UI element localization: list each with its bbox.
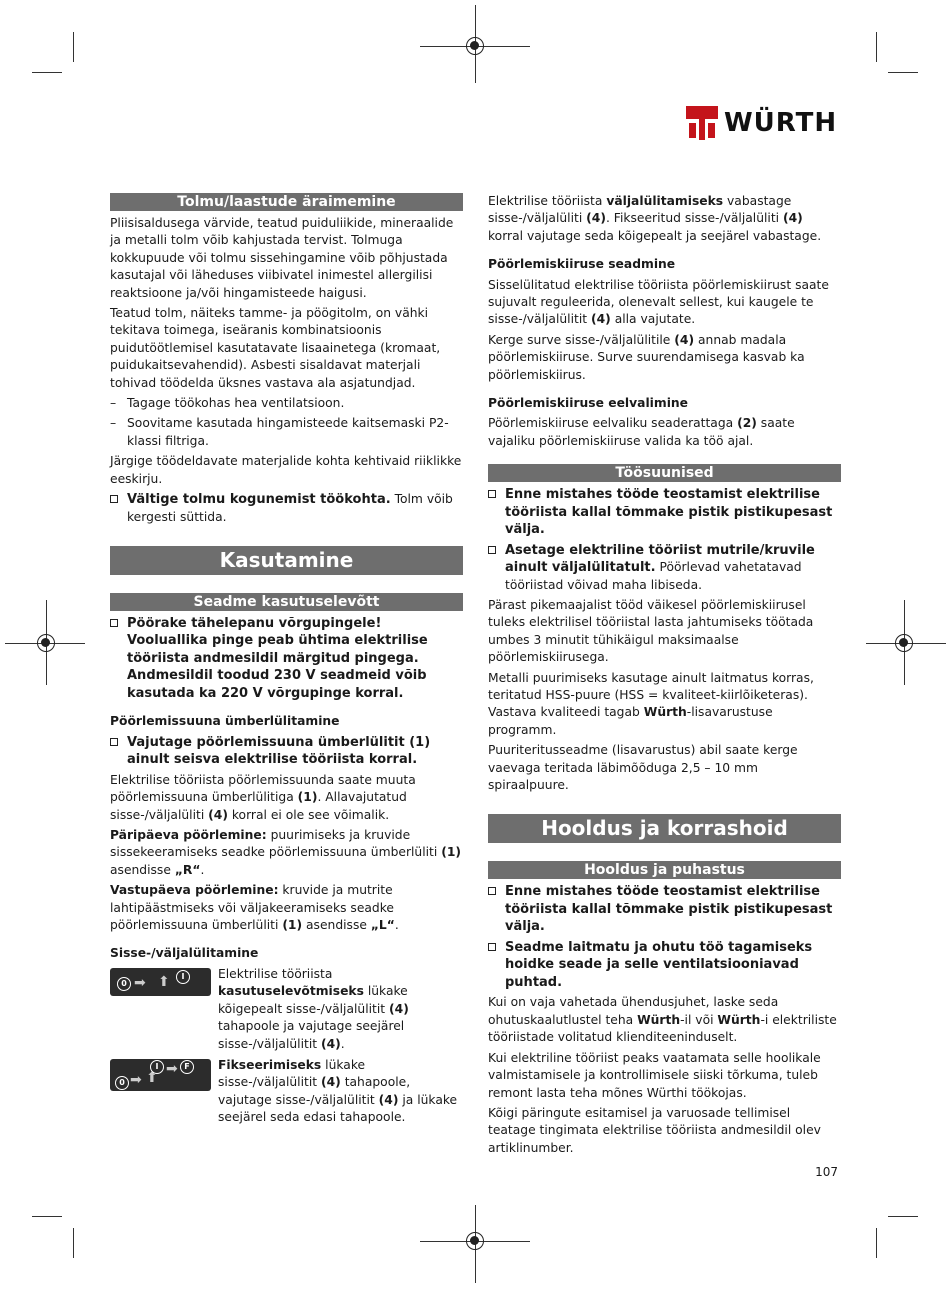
switch-lock-diagram-icon: 0 ➡ ⬆ I ➡ F [110,1059,211,1091]
bullet-item: Pöörake tähelepanu võrgupingele! Vooluallika pinge peab ühtima elektrilise tööriista andmesildil märgitud pingega. Andmesildil toodud 230 V seadmeid võib kasutada ka 220 V võrgupinge korral. [110,615,463,703]
checkbox-bullet-icon [488,546,496,554]
paragraph: Kerge surve sisse-/väljalülitile (4) annab madala pöörlemiskiiruse. Surve suurendamisega kasvab ka pöörlemiskiirus. [488,332,805,382]
brand-logo [686,106,842,142]
subheading-reverse: Pöörlemissuuna ümberlülitamine [110,714,340,729]
paragraph: Kõigi päringute esitamisel ja varuosade tellimisel teatage tingimata elektrilise tööriista andmesildil olev artiklinumber. [488,1105,821,1155]
paragraph: Vastupäeva pöörlemine: kruvide ja mutrite lahtipäästmiseks või väljakeeramiseks seadke pöörlemissuuna ümberlüliti (1) asendisse „L“. [110,883,399,933]
left-column [110,193,463,1131]
checkbox-bullet-icon [488,490,496,498]
paragraph: Kui elektriline tööriist peaks vaatamata selle hoolikale valmistamisele ja kontrollimisele siiski tõrkuma, tuleb remont lasta teha mõnes Würthi töökojas. [488,1050,821,1100]
checkbox-bullet-icon [110,619,118,627]
paragraph: Elektrilise tööriista kasutuselevõtmiseks lükake kõigepealt sisse-/väljalülitit (4) tahapoole ja vajutage seejärel sisse-/väljalülitit (4). [218,966,409,1051]
paragraph: Puuriteritusseadme (lisavarustus) abil saate kerge vaevaga teritada läbimõõduga 2,5 – 10 mm spiraalpuure. [488,743,798,793]
paragraph: Elektrilise tööriista pöörlemissuunda saate muuta pöörlemissuuna ümberlülitiga (1). Allavajutatud sisse-/väljalüliti (4) korral ei ole see võimalik. [110,772,416,822]
right-column [488,193,841,1160]
bullet-item: Enne mistahes tööde teostamist elektrilise tööriista kallal tõmmake pistik pistikupesast välja. [488,883,841,936]
paragraph: Fikseerimiseks lükake sisse-/väljalülitit (4) tahapoole, vajutage sisse-/väljalülitit (4) ja lükake seejärel seda edasi tahapoole. [218,1057,458,1125]
switch-diagram-icon: 0 ➡ ⬆ I [110,968,211,996]
paragraph: Teatud tolm, näiteks tamme- ja pöögitolm, on vähki tekitava toimega, iseäranis kombinatsioonis puidutöötlemisel kasutatavate lisaainetega (kromaat, puidukaitsevahendid). Asbesti sisaldavat materjali tohivad töödelda üksnes vastava ala asjatundjad. [110,306,441,390]
chapter-heading-maintenance: Hooldus ja korrashoid [488,814,841,843]
paragraph: Elektrilise tööriista väljalülitamiseks vabastage sisse-/väljalüliti (4). Fikseeritud sisse-/väljalüliti (4) korral vajutage seda kõigepealt ja seejärel vabastage. [488,194,822,243]
brand-wordmark: WÜRTH [724,108,838,138]
chapter-heading-use: Kasutamine [110,546,463,575]
section-heading-tips: Töösuunised [488,464,841,482]
paragraph: Päripäeva pöörlemine: puurimiseks ja kruvide sissekeeramiseks seadke pöörlemissuuna ümberlüliti (1) asendisse „R“. [110,828,461,877]
wurth-emblem-icon [686,106,718,140]
paragraph: Pärast pikemaajalist tööd väikesel pöörlemiskiirusel tuleks elektrilisel tööriistal lasta jahtumiseks töötada umbes 3 minutit tühikäigul maksimaalse pöörlemiskiirusega. [488,598,814,665]
bullet-item: Enne mistahes tööde teostamist elektrilise tööriista kallal tõmmake pistik pistikupesast välja. [488,486,841,539]
paragraph: Sisselülitatud elektrilise tööriista pöörlemiskiirust saate sujuvalt reguleerida, olenevalt sellest, kui kaugele te sisse-/väljalülitit (4) alla vajutate. [488,277,829,327]
bullet-item: Seadme laitmatu ja ohutu töö tagamiseks hoidke seade ja selle ventilatsiooniavad puhtad. [488,939,841,992]
paragraph: Järgige töödeldavate materjalide kohta kehtivaid riiklikke eeskirju. [110,454,462,486]
bullet-item: Vältige tolmu kogunemist töökohta. Tolm võib kergesti süttida. [110,491,463,526]
paragraph: Metalli puurimiseks kasutage ainult laitmatus korras, teritatud HSS-puure (HSS = kvaliteet-kiirlõiketeras). Vastava kvaliteedi tagab Würth-lisavarustuse programm. [488,670,814,737]
checkbox-bullet-icon [110,738,118,746]
bullet-item: Asetage elektriline tööriist mutrile/kruvile ainult väljalülitatult. Pöörlevad vahetatavad tööriistad võivad maha libiseda. [488,542,841,594]
section-heading-cleaning: Hooldus ja puhastus [488,861,841,879]
bullet-item: Vajutage pöörlemissuuna ümberlülitit (1) ainult seisva elektrilise tööriista korral. [110,734,463,769]
subheading-onoff: Sisse-/väljalülitamine [110,946,259,961]
subheading-preselect: Pöörlemiskiiruse eelvalimine [488,396,689,411]
list-item: – Tagage töökohas hea ventilatsioon. [110,396,345,411]
switch-step-1 [110,966,463,1053]
section-heading-dust: Tolmu/laastude äraimemine [110,193,463,211]
section-heading-startup: Seadme kasutuselevõtt [110,593,463,611]
paragraph: Pöörlemiskiiruse eelvaliku seaderattaga (2) saate vajaliku pöörlemiskiiruse valida ka töö ajal. [488,416,795,448]
paragraph: Kui on vaja vahetada ühendusjuhet, laske seda ohutuskaalutlustel teha Würth-il või Würth-i elektriliste tööriistade volitatud klienditeeninduselt. [488,995,837,1045]
switch-step-2 [110,1057,463,1127]
list-item: – Soovitame kasutada hingamisteede kaitsemaski P2-klassi filtriga. [110,416,449,448]
page-number: 107 [815,1165,838,1179]
checkbox-bullet-icon [488,943,496,951]
checkbox-bullet-icon [488,887,496,895]
paragraph: Pliisisaldusega värvide, teatud puiduliikide, mineraalide ja metalli tolm võib kahjustada tervist. Tolmuga kokkupuude või tolmu sissehingamine võib põhjustada kasutajal või läheduses viibivatel inimestel allergilisi reaktsioone ja/või hingamisteede haigusi. [110,216,454,300]
checkbox-bullet-icon [110,495,118,503]
subheading-speed: Pöörlemiskiiruse seadmine [488,257,676,272]
